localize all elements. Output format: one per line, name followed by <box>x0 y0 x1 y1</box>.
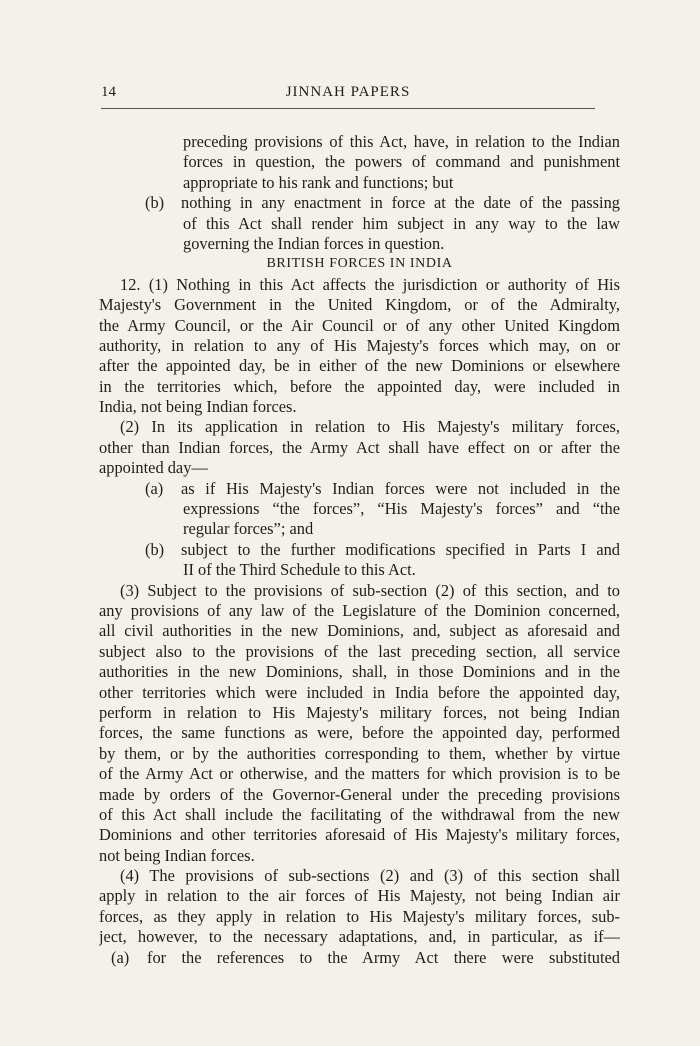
header-rule <box>101 108 595 109</box>
text-line: ject, however, to the necessary adaptations, and, in particular, as if— <box>99 927 620 947</box>
text-line: II of the Third Schedule to this Act. <box>183 560 416 580</box>
text-line: other than Indian forces, the Army Act shall have effect on or after the <box>99 437 620 457</box>
body-text <box>99 132 620 968</box>
text-line: any provisions of any law of the Legislature of the Dominion concerned, <box>99 600 620 620</box>
text-line: the Army Council, or the Air Council or of any other United Kingdom <box>99 315 620 335</box>
text-line: 12. (1) Nothing in this Act affects the jurisdiction or authority of His <box>120 274 620 294</box>
text-line: subject to the further modifications specified in Parts I and <box>181 539 620 559</box>
text-line: Dominions and other territories aforesaid of His Majesty's military forces, <box>99 825 620 845</box>
text-line: preceding provisions of this Act, have, in relation to the Indian <box>183 132 620 151</box>
text-line: expressions “the forces”, “His Majesty's forces” and “the <box>183 499 620 519</box>
text-line: in the territories which, before the appointed day, were included in <box>99 376 620 396</box>
text-line: subject also to the provisions of the last preceding section, all service <box>99 641 620 661</box>
text-line: of this Act shall include the facilitating of the withdrawal from the new <box>99 804 620 824</box>
page-number: 14 <box>101 84 116 100</box>
clause-b <box>99 193 620 213</box>
text-line: by them, or by the authorities corresponding to them, whether by virtue <box>99 743 620 763</box>
text-line: appropriate to his rank and functions; but <box>183 172 454 192</box>
text-line: after the appointed day, be in either of the new Dominions or elsewhere <box>99 356 620 376</box>
text-line: perform in relation to His Majesty's military forces, not being Indian <box>99 702 620 722</box>
text-line: other territories which were included in India before the appointed day, <box>99 682 620 702</box>
clause-label: (b) <box>145 539 165 559</box>
text-line: of the Army Act or otherwise, and the matters for which provision is to be <box>99 764 620 784</box>
text-line: regular forces”; and <box>183 519 314 539</box>
section-heading: BRITISH FORCES IN INDIA <box>266 256 453 272</box>
text-line: appointed day— <box>99 458 208 478</box>
text-line: apply in relation to the air forces of His Majesty, not being Indian air <box>99 886 620 906</box>
text-line: authorities in the new Dominions, shall, in those Dominions and in the <box>99 662 620 682</box>
text-line: not being Indian forces. <box>99 845 255 865</box>
clause-a <box>99 948 620 968</box>
page-header <box>101 84 595 106</box>
text-line: forces, as they apply in relation to His Majesty's military forces, sub- <box>99 906 620 926</box>
text-line: Majesty's Government in the United Kingdom, or of the Admiralty, <box>99 295 620 315</box>
text-line: made by orders of the Governor-General under the preceding provisions <box>99 784 620 804</box>
text-line: (4) The provisions of sub-sections (2) and (3) of this section shall <box>120 866 620 886</box>
text-line: (2) In its application in relation to His Majesty's military forces, <box>120 417 620 437</box>
text-line: (3) Subject to the provisions of sub-section (2) of this section, and to <box>120 580 620 600</box>
clause-label: (a) <box>111 947 130 967</box>
text-line: India, not being Indian forces. <box>99 397 297 417</box>
text-line: of this Act shall render him subject in any way to the law <box>183 213 620 233</box>
text-line: forces, the same functions as were, before the appointed day, performed <box>99 723 620 743</box>
clause-label: (a) <box>145 478 164 498</box>
text-line: forces in question, the powers of command and punishment <box>183 152 620 172</box>
running-title: JINNAH PAPERS <box>285 84 411 100</box>
clause-label: (b) <box>145 193 165 213</box>
text-line: all civil authorities in the new Dominions, and, subject as aforesaid and <box>99 621 620 641</box>
text-line: for the references to the Army Act there were substituted <box>147 947 620 967</box>
text-line: as if His Majesty's Indian forces were not included in the <box>181 478 620 498</box>
clause-a <box>99 479 620 499</box>
text-line: authority, in relation to any of His Majesty's forces which may, on or <box>99 335 620 355</box>
text-line: nothing in any enactment in force at the date of the passing <box>181 193 620 213</box>
clause-b <box>99 540 620 560</box>
text-line: governing the Indian forces in question. <box>183 233 445 253</box>
